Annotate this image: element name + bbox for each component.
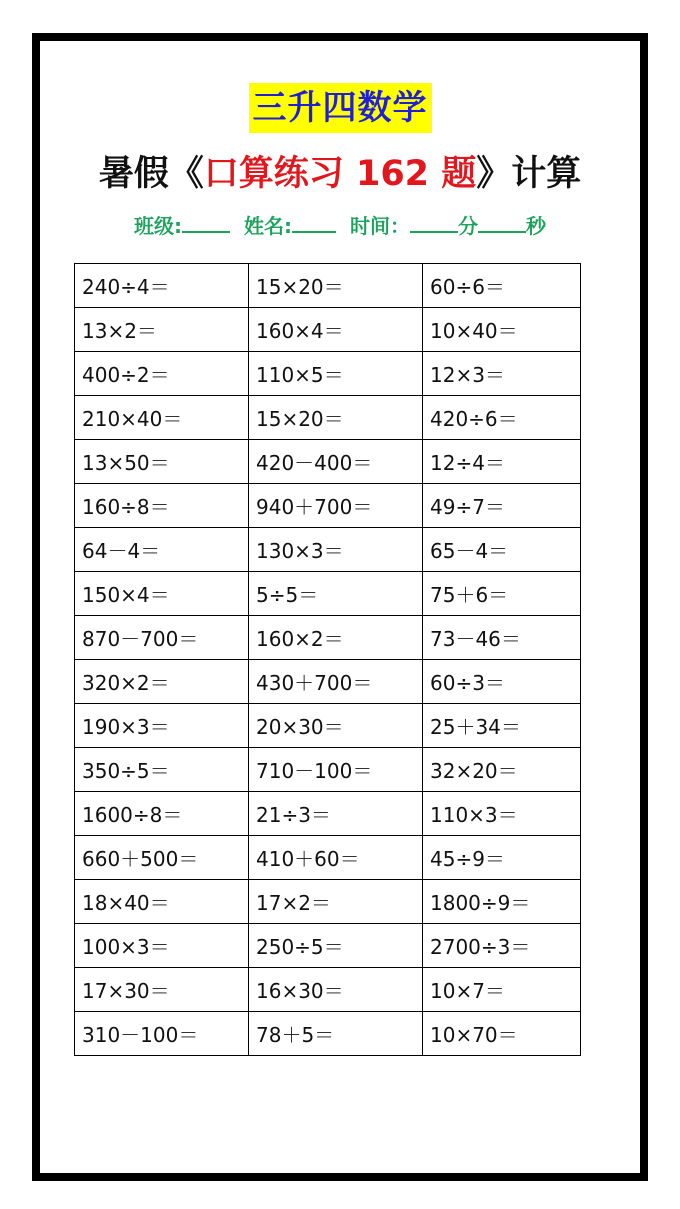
problem-cell: 940＋700＝ <box>249 484 423 528</box>
table-row <box>75 880 581 924</box>
problem-cell: 110×5＝ <box>249 352 423 396</box>
minute-label: 分 <box>458 214 478 238</box>
table-row <box>75 352 581 396</box>
subtitle-left: 暑假《 <box>98 154 204 194</box>
problem-cell: 660＋500＝ <box>75 836 249 880</box>
problem-cell: 49÷7＝ <box>423 484 581 528</box>
problem-cell: 73－46＝ <box>423 616 581 660</box>
student-info-line <box>40 211 640 241</box>
class-label: 班级: <box>134 214 182 238</box>
problem-cell: 21÷3＝ <box>249 792 423 836</box>
problem-cell: 410＋60＝ <box>249 836 423 880</box>
name-label: 姓名: <box>244 214 292 238</box>
time-label: 时间： <box>350 214 410 238</box>
problem-cell: 18×40＝ <box>75 880 249 924</box>
problem-cell: 160÷8＝ <box>75 484 249 528</box>
problem-cell: 2700÷3＝ <box>423 924 581 968</box>
problem-cell: 60÷3＝ <box>423 660 581 704</box>
table-row <box>75 484 581 528</box>
problem-cell: 160×4＝ <box>249 308 423 352</box>
table-row <box>75 704 581 748</box>
worksheet-frame <box>32 33 648 1181</box>
problem-cell: 64－4＝ <box>75 528 249 572</box>
problem-cell: 10×40＝ <box>423 308 581 352</box>
problem-cell: 17×2＝ <box>249 880 423 924</box>
problem-cell: 350÷5＝ <box>75 748 249 792</box>
problem-cell: 13×50＝ <box>75 440 249 484</box>
problem-cell: 10×7＝ <box>423 968 581 1012</box>
problem-cell: 78＋5＝ <box>249 1012 423 1056</box>
problem-cell: 870－700＝ <box>75 616 249 660</box>
table-row <box>75 440 581 484</box>
table-row <box>75 528 581 572</box>
problem-cell: 210×40＝ <box>75 396 249 440</box>
table-row <box>75 660 581 704</box>
problem-cell: 430＋700＝ <box>249 660 423 704</box>
title-area <box>40 83 640 133</box>
problem-cell: 17×30＝ <box>75 968 249 1012</box>
subtitle <box>40 149 640 199</box>
problem-cell: 710－100＝ <box>249 748 423 792</box>
problem-cell: 240÷4＝ <box>75 264 249 308</box>
problem-cell: 12÷4＝ <box>423 440 581 484</box>
class-blank <box>182 211 230 233</box>
table-row <box>75 748 581 792</box>
problem-cell: 420－400＝ <box>249 440 423 484</box>
problem-cell: 1600÷8＝ <box>75 792 249 836</box>
problem-cell: 400÷2＝ <box>75 352 249 396</box>
problem-cell: 65－4＝ <box>423 528 581 572</box>
problem-cell: 130×3＝ <box>249 528 423 572</box>
problem-cell: 110×3＝ <box>423 792 581 836</box>
page-title: 三升四数学 <box>249 83 432 133</box>
table-row <box>75 572 581 616</box>
problem-cell: 150×4＝ <box>75 572 249 616</box>
problem-cell: 10×70＝ <box>423 1012 581 1056</box>
problem-table <box>74 263 581 1056</box>
problem-cell: 32×20＝ <box>423 748 581 792</box>
table-row <box>75 836 581 880</box>
problem-cell: 75＋6＝ <box>423 572 581 616</box>
problem-cell: 250÷5＝ <box>249 924 423 968</box>
table-row <box>75 264 581 308</box>
table-row <box>75 792 581 836</box>
problem-cell: 15×20＝ <box>249 264 423 308</box>
problem-cell: 420÷6＝ <box>423 396 581 440</box>
problem-cell: 45÷9＝ <box>423 836 581 880</box>
minute-blank <box>410 211 458 233</box>
table-row <box>75 396 581 440</box>
problem-cell: 13×2＝ <box>75 308 249 352</box>
problem-cell: 20×30＝ <box>249 704 423 748</box>
problem-cell: 320×2＝ <box>75 660 249 704</box>
table-row <box>75 616 581 660</box>
problem-cell: 190×3＝ <box>75 704 249 748</box>
second-blank <box>478 211 526 233</box>
name-blank <box>292 211 336 233</box>
problem-cell: 25＋34＝ <box>423 704 581 748</box>
second-label: 秒 <box>526 214 546 238</box>
problem-cell: 12×3＝ <box>423 352 581 396</box>
subtitle-highlight: 口算练习 162 题 <box>203 154 477 194</box>
problem-cell: 5÷5＝ <box>249 572 423 616</box>
problem-cell: 310－100＝ <box>75 1012 249 1056</box>
problem-cell: 15×20＝ <box>249 396 423 440</box>
table-row <box>75 968 581 1012</box>
problem-cell: 160×2＝ <box>249 616 423 660</box>
table-row <box>75 924 581 968</box>
table-row <box>75 1012 581 1056</box>
table-row <box>75 308 581 352</box>
subtitle-right: 》计算 <box>476 154 582 194</box>
problem-cell: 16×30＝ <box>249 968 423 1012</box>
problem-cell: 100×3＝ <box>75 924 249 968</box>
problem-cell: 60÷6＝ <box>423 264 581 308</box>
problem-cell: 1800÷9＝ <box>423 880 581 924</box>
